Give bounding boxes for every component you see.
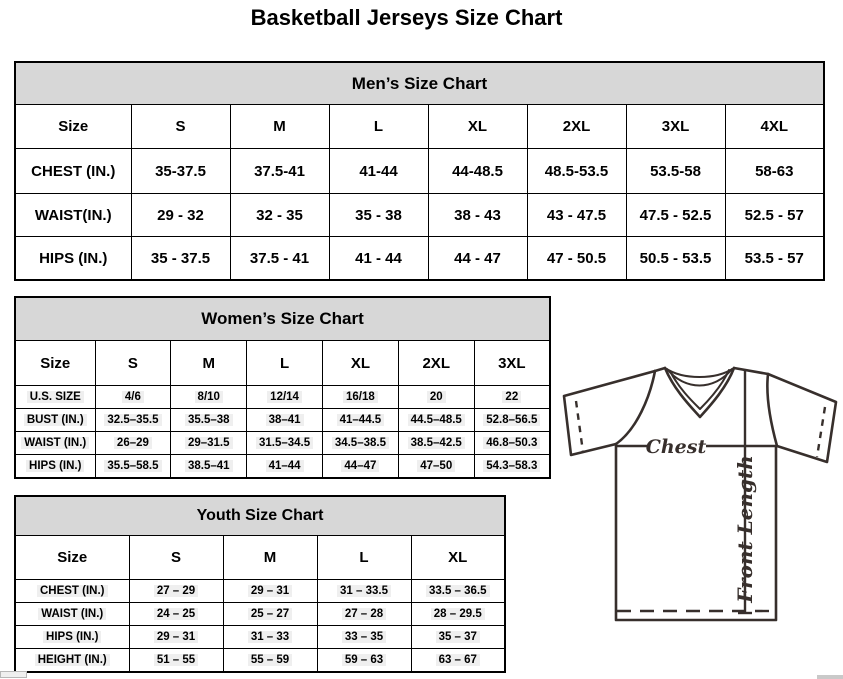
value-cell [129, 626, 223, 649]
youth-chest-row [15, 580, 505, 603]
value: 33 – 35 [342, 631, 386, 643]
row-label: CHEST (IN.) [37, 585, 108, 597]
row-label-cell: HIPS (IN.) [15, 237, 131, 281]
left-cuff-dashed-line [576, 401, 583, 452]
mens-size-header: Size [15, 105, 131, 149]
row-label-cell [15, 432, 95, 455]
womens-size-header: Size [15, 341, 95, 386]
mens-chest-row [15, 149, 824, 194]
value-cell [95, 432, 171, 455]
value-cell [411, 580, 505, 603]
value-cell [171, 432, 247, 455]
value: 31 – 33.5 [337, 585, 391, 597]
value-cell: 41-44 [329, 149, 428, 194]
value-cell: 47 - 50.5 [527, 237, 626, 281]
value-cell: 53.5 - 57 [725, 237, 824, 281]
value: 27 – 28 [342, 608, 386, 620]
row-label: HEIGHT (IN.) [35, 654, 110, 666]
value: 54.3–58.3 [483, 460, 540, 472]
value: 31 – 33 [248, 631, 292, 643]
value-cell: 50.5 - 53.5 [626, 237, 725, 281]
table-title-row [15, 496, 505, 536]
value-cell [95, 455, 171, 479]
value-cell [247, 409, 323, 432]
youth-hips-row [15, 626, 505, 649]
chest-label: Chest [645, 436, 707, 458]
womens-col-l: L [247, 341, 323, 386]
value-cell [171, 386, 247, 409]
womens-bust-row [15, 409, 550, 432]
value: 35.5–38 [185, 414, 233, 426]
youth-col-xl: XL [411, 536, 505, 580]
value-cell: 35-37.5 [131, 149, 230, 194]
value: 51 – 55 [154, 654, 198, 666]
value: 59 – 63 [342, 654, 386, 666]
value-cell: 29 - 32 [131, 194, 230, 237]
value: 29–31.5 [185, 437, 233, 449]
value-cell [411, 603, 505, 626]
value: 32.5–35.5 [104, 414, 161, 426]
jersey-diagram-svg [555, 355, 843, 643]
value-cell [171, 455, 247, 479]
mens-col-m: M [230, 105, 329, 149]
value-cell [411, 626, 505, 649]
value-cell [317, 603, 411, 626]
value-cell [223, 603, 317, 626]
value-cell: 53.5-58 [626, 149, 725, 194]
value-cell [398, 409, 474, 432]
value-cell: 35 - 37.5 [131, 237, 230, 281]
value-cell [95, 386, 171, 409]
youth-col-m: M [223, 536, 317, 580]
value-cell: 52.5 - 57 [725, 194, 824, 237]
value-cell: 47.5 - 52.5 [626, 194, 725, 237]
mens-col-4xl: 4XL [725, 105, 824, 149]
value: 46.8–50.3 [483, 437, 540, 449]
right-cuff-dashed-line [817, 407, 825, 457]
mens-hips-row [15, 237, 824, 281]
mens-col-l: L [329, 105, 428, 149]
value: 24 – 25 [154, 608, 198, 620]
row-label-cell: CHEST (IN.) [15, 149, 131, 194]
value-cell [474, 386, 550, 409]
value: 35.5–58.5 [104, 460, 161, 472]
value: 63 – 67 [436, 654, 480, 666]
womens-size-chart-table [14, 296, 551, 479]
row-label-cell [15, 626, 129, 649]
value-cell: 44 - 47 [428, 237, 527, 281]
value: 34.5–38.5 [332, 437, 389, 449]
row-label: U.S. SIZE [27, 391, 84, 403]
value-cell [398, 432, 474, 455]
horizontal-scrollbar-fragment-right[interactable] [817, 675, 843, 679]
value: 4/6 [122, 391, 144, 403]
horizontal-scrollbar-fragment-left[interactable] [0, 671, 27, 678]
value: 38.5–42.5 [408, 437, 465, 449]
value-cell: 38 - 43 [428, 194, 527, 237]
value: 41–44 [266, 460, 304, 472]
row-label-cell [15, 386, 95, 409]
value: 44.5–48.5 [408, 414, 465, 426]
value-cell: 44-48.5 [428, 149, 527, 194]
mens-col-s: S [131, 105, 230, 149]
value-cell [322, 386, 398, 409]
measurement-lines [576, 370, 825, 613]
youth-height-row [15, 649, 505, 673]
value: 47–50 [417, 460, 455, 472]
value: 22 [502, 391, 521, 403]
value: 52.8–56.5 [483, 414, 540, 426]
value-cell: 58-63 [725, 149, 824, 194]
row-label: HIPS (IN.) [26, 460, 84, 472]
value-cell [129, 649, 223, 673]
value-cell [223, 580, 317, 603]
row-label-cell [15, 455, 95, 479]
value-cell [129, 580, 223, 603]
value-cell [247, 455, 323, 479]
value: 28 – 29.5 [431, 608, 485, 620]
value: 35 – 37 [436, 631, 480, 643]
value-cell [474, 455, 550, 479]
mens-waist-row [15, 194, 824, 237]
womens-col-3xl: 3XL [474, 341, 550, 386]
value-cell: 32 - 35 [230, 194, 329, 237]
value: 12/14 [267, 391, 302, 403]
row-label-cell [15, 580, 129, 603]
row-label-cell [15, 603, 129, 626]
value-cell: 35 - 38 [329, 194, 428, 237]
value: 31.5–34.5 [256, 437, 313, 449]
value-cell [317, 626, 411, 649]
value-cell: 37.5 - 41 [230, 237, 329, 281]
youth-size-header: Size [15, 536, 129, 580]
value-cell [171, 409, 247, 432]
youth-waist-row [15, 603, 505, 626]
mens-col-xl: XL [428, 105, 527, 149]
value: 16/18 [343, 391, 378, 403]
value: 44–47 [341, 460, 379, 472]
value-cell [95, 409, 171, 432]
value-cell: 41 - 44 [329, 237, 428, 281]
value: 38–41 [266, 414, 304, 426]
row-label: WAIST (IN.) [21, 437, 89, 449]
value-cell: 48.5-53.5 [527, 149, 626, 194]
value-cell [223, 649, 317, 673]
mens-col-3xl: 3XL [626, 105, 725, 149]
mens-header-row [15, 105, 824, 149]
value: 38.5–41 [185, 460, 233, 472]
youth-col-s: S [129, 536, 223, 580]
womens-col-xl: XL [322, 341, 398, 386]
row-label-cell [15, 649, 129, 673]
row-label: BUST (IN.) [24, 414, 87, 426]
row-label-cell: WAIST(IN.) [15, 194, 131, 237]
youth-size-chart-table [14, 495, 506, 673]
youth-table-title: Youth Size Chart [15, 496, 505, 536]
table-title-row [15, 297, 550, 341]
value-cell [129, 603, 223, 626]
row-label: HIPS (IN.) [43, 631, 101, 643]
womens-col-s: S [95, 341, 171, 386]
womens-header-row [15, 341, 550, 386]
front-length-label: Front Length [733, 455, 757, 603]
value-cell [247, 386, 323, 409]
value-cell [322, 409, 398, 432]
value-cell [411, 649, 505, 673]
value-cell [474, 409, 550, 432]
womens-table-title: Women’s Size Chart [15, 297, 550, 341]
womens-hips-row [15, 455, 550, 479]
value: 29 – 31 [248, 585, 292, 597]
value: 26–29 [114, 437, 152, 449]
value-cell: 43 - 47.5 [527, 194, 626, 237]
value-cell: 37.5-41 [230, 149, 329, 194]
womens-waist-row [15, 432, 550, 455]
row-label: WAIST (IN.) [38, 608, 106, 620]
row-label-cell [15, 409, 95, 432]
value: 55 – 59 [248, 654, 292, 666]
value: 41–44.5 [337, 414, 385, 426]
mens-table-title: Men’s Size Chart [15, 62, 824, 105]
value: 29 – 31 [154, 631, 198, 643]
value-cell [247, 432, 323, 455]
value-cell [223, 626, 317, 649]
value-cell [322, 455, 398, 479]
mens-col-2xl: 2XL [527, 105, 626, 149]
table-title-row [15, 62, 824, 105]
value: 20 [427, 391, 446, 403]
youth-header-row [15, 536, 505, 580]
womens-ussize-row [15, 386, 550, 409]
jersey-measurement-diagram [555, 355, 843, 643]
youth-col-l: L [317, 536, 411, 580]
value: 27 – 29 [154, 585, 198, 597]
value-cell [398, 455, 474, 479]
value-cell [474, 432, 550, 455]
mens-size-chart-table [14, 61, 825, 281]
value: 33.5 – 36.5 [426, 585, 490, 597]
value-cell [322, 432, 398, 455]
value-cell [398, 386, 474, 409]
value: 8/10 [195, 391, 223, 403]
womens-col-m: M [171, 341, 247, 386]
value-cell [317, 649, 411, 673]
womens-col-2xl: 2XL [398, 341, 474, 386]
value: 25 – 27 [248, 608, 292, 620]
value-cell [317, 580, 411, 603]
page-title: Basketball Jerseys Size Chart [250, 5, 563, 30]
jersey-outline [564, 368, 836, 620]
